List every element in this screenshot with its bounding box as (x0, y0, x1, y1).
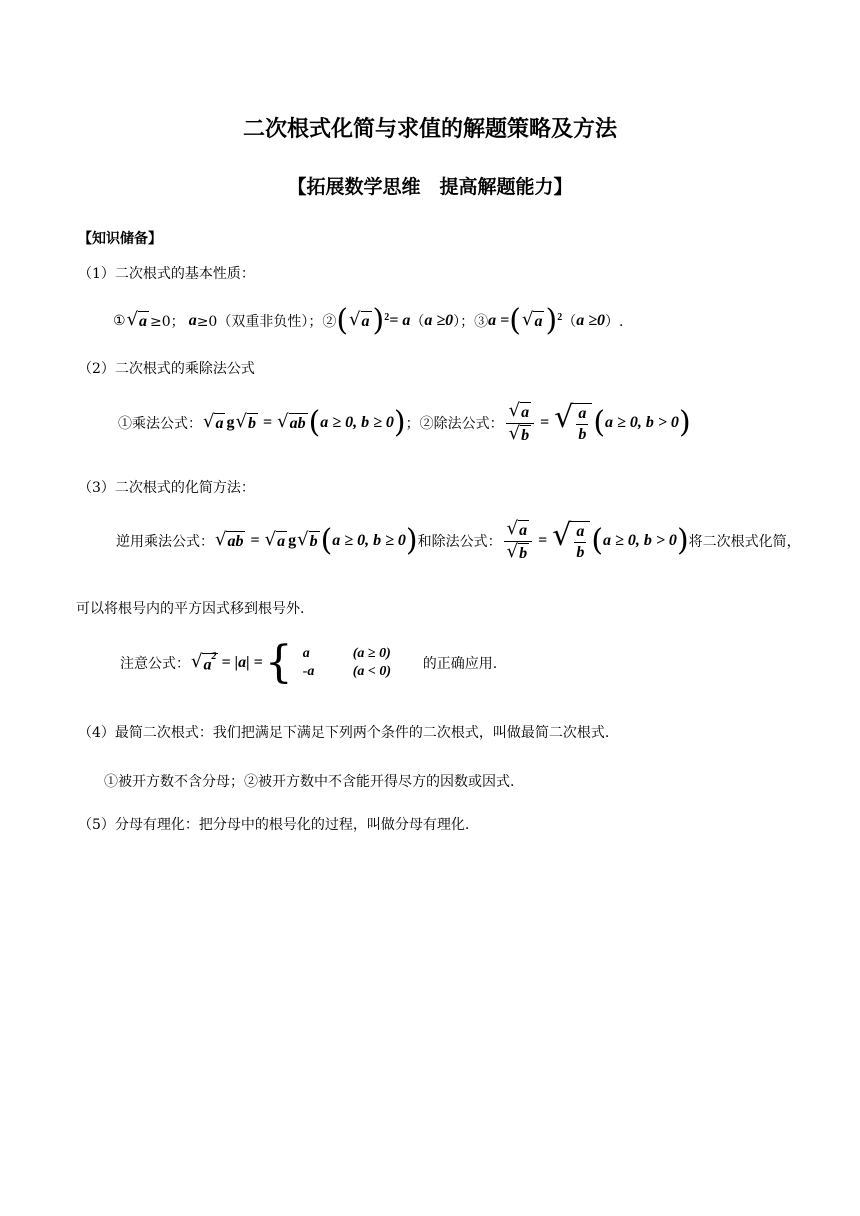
end-text: ）. (604, 314, 624, 330)
section-3-formula (116, 520, 801, 562)
div-condition: a ≥ 0, b > 0 (603, 532, 677, 550)
exponent-2b: 2 (557, 311, 563, 323)
nonneg-text: ≥0； (150, 314, 185, 330)
section-3-label: （3）二次根式的化简方法： (78, 480, 255, 496)
condition-a-ge-0-2: a ≥0 (576, 312, 605, 329)
left-paren-2: ( (591, 523, 604, 559)
div-label: ；②除法公式： (405, 416, 504, 433)
section-heading: 【知识储备】 (78, 231, 162, 247)
div-condition: a ≥ 0, b > 0 (605, 414, 679, 432)
page-subtitle: 【拓展数学思维 提高解题能力】 (287, 176, 573, 198)
sqrt-ab: √ ab (215, 529, 244, 551)
section-4-label: （4）最简二次根式：我们把满足下满足下列两个条件的二次根式，叫做最简二次根式. (78, 725, 610, 741)
inverse-mul-label: 逆用乘法公式： (116, 534, 214, 551)
open-paren-text-2: （ (562, 314, 577, 330)
note-post: 的正确应用. (422, 656, 498, 672)
fraction-sqrt-a-over-sqrt-b: √ a √ b (506, 402, 534, 444)
sqrt-a-over-b: √ $\frac{a}{b}$ (552, 521, 590, 561)
section-2-formula (118, 402, 691, 444)
mul-condition: a ≥ 0, b ≥ 0 (332, 532, 406, 550)
dot-g: g (226, 414, 235, 432)
abs-value-formula (120, 637, 498, 688)
condition-a-ge-0: a ≥0 (424, 312, 454, 329)
dot-g: g (288, 532, 297, 550)
equals-2: = (540, 414, 550, 432)
open-paren-text: （ (410, 314, 425, 330)
case-1-condition: (a ≥ 0) (352, 646, 391, 661)
sqrt-a-squared-base: √ a (349, 309, 370, 331)
a-equals: a = (488, 312, 510, 329)
section-1-label: （1）二次根式的基本性质： (78, 266, 255, 282)
fraction-sqrt-a-over-sqrt-b: √ a √ b (504, 520, 532, 562)
case-1-value: a (302, 646, 310, 661)
section-5-label: （5）分母有理化：把分母中的根号化的过程，叫做分母有理化. (78, 817, 470, 833)
left-paren-2: ( (593, 405, 606, 441)
left-paren-2: ( (509, 303, 521, 338)
left-paren: ( (336, 303, 349, 338)
sqrt-a-2: √ a (522, 309, 543, 331)
sqrt-a: √ a (264, 529, 286, 551)
sqrt-a-squared: √ $a^2$ (191, 650, 217, 673)
piecewise-cases (303, 646, 413, 680)
sqrt-b: √ b (297, 529, 318, 551)
section-4-detail: ①被开方数不含分母；②被开方数中不含能开得尽方的因数或因式. (104, 774, 515, 790)
right-paren: ) (393, 405, 406, 441)
section-1-formula (113, 303, 624, 338)
simplify-text: 将二次根式化简， (688, 534, 801, 551)
right-paren: ) (405, 523, 418, 559)
double-nonneg-text: ≥0（双重非负性）；② (196, 314, 337, 330)
close-paren-text: ）；③ (453, 314, 489, 330)
page-title: 二次根式化简与求值的解题策略及方法 (242, 116, 617, 142)
left-paren: ( (320, 523, 333, 559)
case-2-value: -a (302, 664, 315, 679)
equals: = (250, 532, 260, 550)
case-2-condition: (a < 0) (352, 664, 392, 679)
div-label: 和除法公式： (417, 534, 502, 551)
equals-a: = a (389, 312, 411, 329)
right-paren: ) (372, 303, 385, 338)
left-paren: ( (308, 405, 321, 441)
equals: = (262, 414, 273, 432)
right-paren-2: ) (676, 523, 689, 559)
right-paren-2: ) (678, 405, 691, 441)
sqrt-a-over-b: √ $\frac{a}{b}$ (554, 403, 592, 443)
sqrt-a: √ a (126, 309, 148, 331)
mul-condition: a ≥ 0, b ≥ 0 (320, 414, 394, 432)
note-label: 注意公式： (120, 656, 190, 672)
sqrt-b: √ b (235, 411, 256, 433)
sqrt-ab: √ ab (277, 411, 306, 433)
sqrt-a: √ a (203, 411, 224, 433)
circle-1-marker: ① (113, 313, 126, 329)
left-brace: { (264, 637, 293, 688)
abs-equals: = |a| = (221, 654, 263, 671)
section-3-continuation: 可以将根号内的平方因式移到根号外. (76, 601, 305, 617)
mul-label: ①乘法公式： (118, 416, 202, 433)
section-2-label: （2）二次根式的乘除法公式 (78, 361, 255, 377)
equals-2: = (538, 532, 548, 550)
right-paren-2: ) (545, 303, 558, 338)
exponent-2: 2 (384, 311, 390, 323)
var-a: a (188, 312, 197, 329)
